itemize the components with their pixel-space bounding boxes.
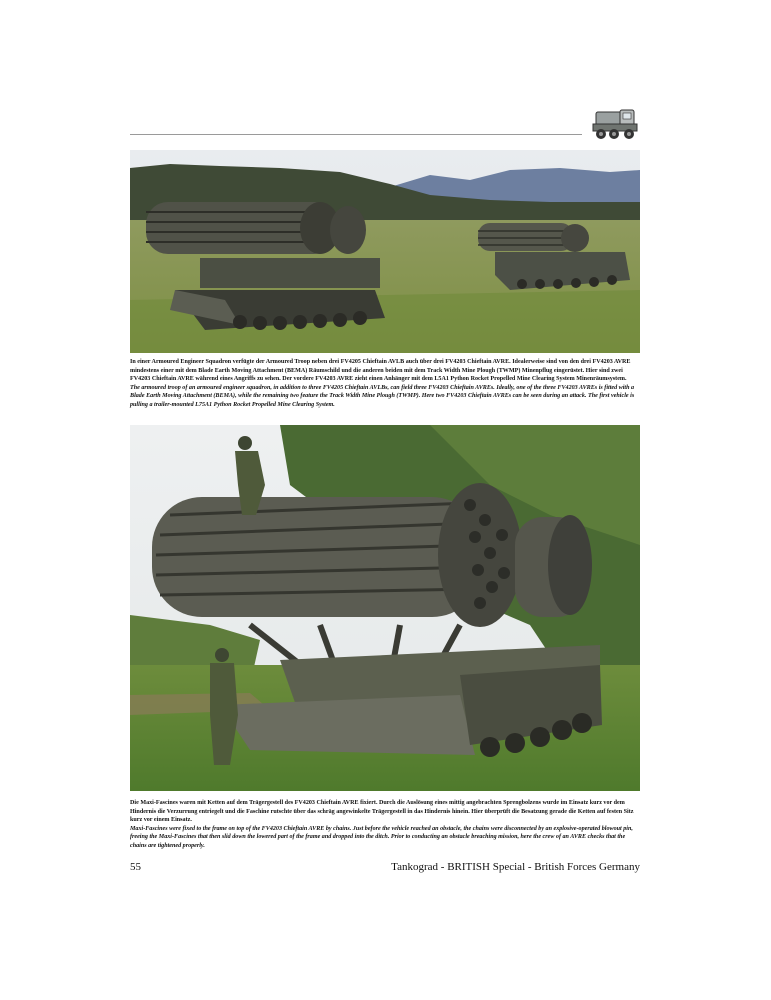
tank-vehicle-icon	[590, 108, 640, 142]
photo-caption	[130, 799, 640, 850]
photo-avre-maxi-fascines	[130, 425, 640, 791]
photo-caption	[130, 358, 640, 409]
running-title: Tankograd - BRITISH Special - British Forces Germany	[391, 861, 640, 873]
page-number: 55	[130, 861, 141, 873]
caption-german: In einer Armoured Engineer Squadron verfügte der Armoured Troop neben drei FV4205 Chieftain AVLB auch über drei FV4203 Chieftain AVRE. Idealerweise sind von den drei FV4203 AVRE mindestens einer mit dem Blade Earth Moving Attachment (BEMA) Räumschild und die anderen beiden mit dem Track Width Mine Plough (TWMP) Minenpflug eingerüstet. Hier sind zwei FV4203 Chieftain AVRE während eines Angriffs zu sehen. Der vordere FV4203 AVRE zieht einen Anhänger mit dem L5A1 Python Rocket Propelled Mine Clearing System Minenräumsystem.	[130, 359, 631, 382]
header-rule	[130, 134, 582, 135]
caption-german: Die Maxi-Fascines waren mit Ketten auf dem Trägergestell des FV4203 Chieftain AVRE fixiert. Durch die Auslösung eines mittig angebrachten Sprengbolzens wurde im Einsatz kurz vor dem Hindernis die Verzurrung entriegelt und die Faschine rutschte über das schräg angewinkelte Trägergestell in das Hindernis hinein. Hier überprüft die Besatzung gerade die Ketten auf festen Sitz kurz vor einem Einsatz.	[130, 800, 634, 823]
caption-english: Maxi-Fascines were fixed to the frame on top of the FV4203 Chieftain AVRE by chains. Just before the vehicle reached an obstacle, the chains were disconnected by an explosive-operated blowout pin, freeing the Maxi-Fascines that then slid down the lowered part of the frame and dropped into the ditch. Prior to conducting an obstacle breaching mission, here the crew of an AVRE checks that the chains are tightened properly.	[130, 825, 633, 849]
caption-english: The armoured troop of an armoured engineer squadron, in addition to three FV4205 Chieftain AVLBs, can field three FV4203 Chieftain AVREs. Ideally, one of the three FV4203 AVREs is fitted with a Blade Earth Moving Attachment (BEMA), while the remaining two feature the Track Width Mine Plough (TWMP). Here two FV4203 Chieftain AVREs can be seen during an attack. The first vehicle is pulling a trailer-mounted L75A1 Python Rocket Propelled Mine Clearing System.	[130, 384, 635, 408]
photo-two-avre-convoy	[130, 150, 640, 353]
